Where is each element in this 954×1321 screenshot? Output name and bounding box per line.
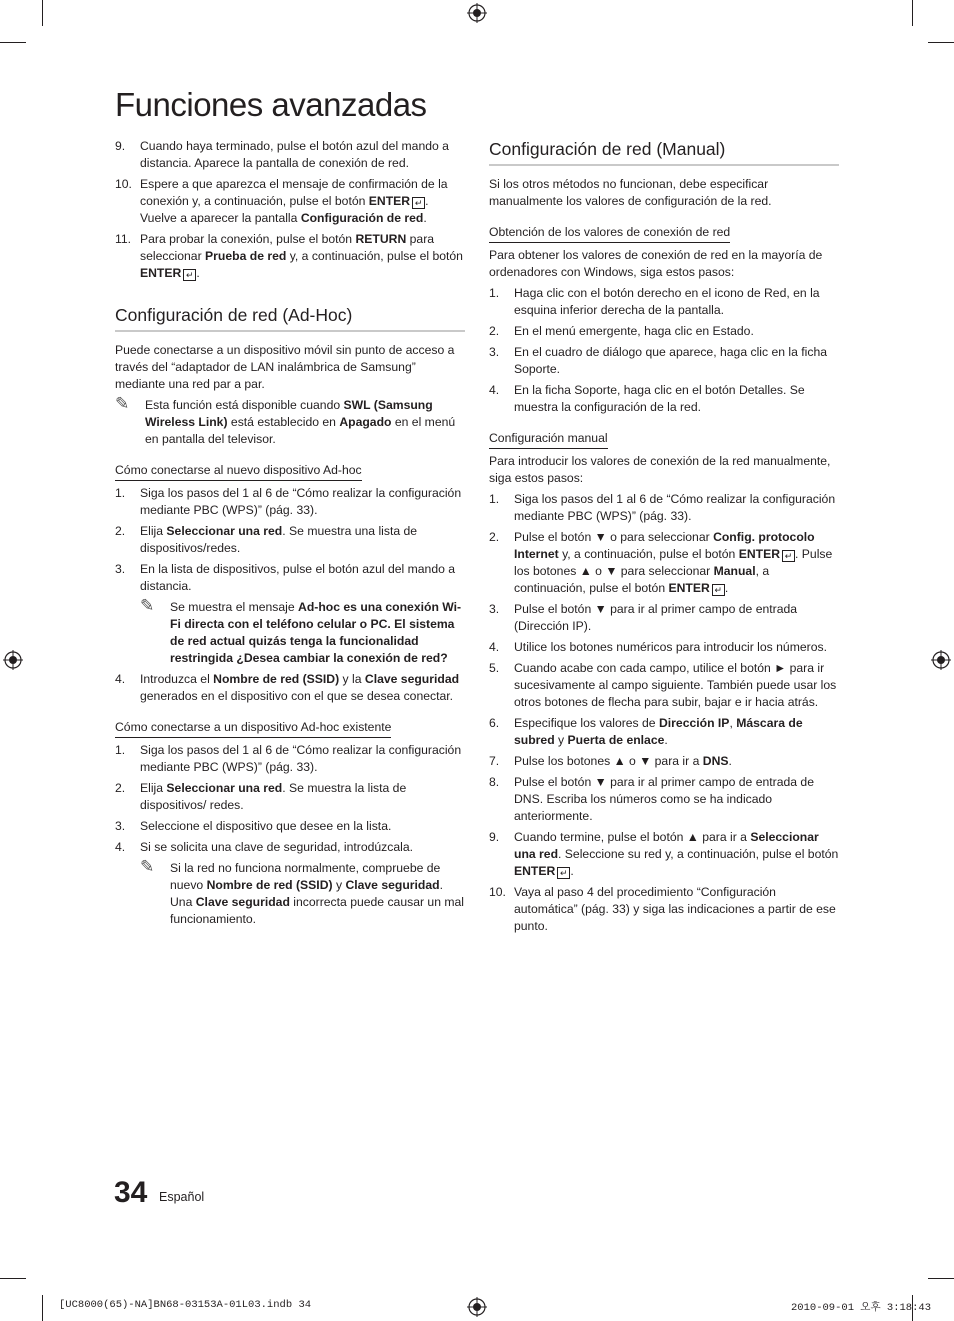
list-item-text: Cuando haya terminado, pulse el botón azul del mando a distancia. Aparece la pantalla de conexión de red. xyxy=(140,139,449,170)
list-item xyxy=(489,715,839,749)
list-item xyxy=(115,523,465,557)
list-item xyxy=(489,529,839,597)
list-item-number: 1. xyxy=(489,286,500,300)
list-item-number: 4. xyxy=(115,672,126,686)
list-item-number: 10. xyxy=(489,885,506,899)
obtain-values-subheading: Obtención de los valores de conexión de red xyxy=(489,224,730,243)
list-item-text: Espere a que aparezca el mensaje de confirmación de la conexión y, a continuación, pulse el botón ENTER ↵ . Vuelve a aparecer la pantalla Configuración de red. xyxy=(140,177,448,225)
crop-mark xyxy=(0,42,26,43)
obtain-values-intro: Para obtener los valores de conexión de red en la mayoría de ordenadores con Windows, siga estos pasos: xyxy=(489,248,823,279)
manual-config-subheading: Configuración manual xyxy=(489,430,608,449)
list-item xyxy=(115,671,465,705)
enter-icon: ↵ xyxy=(712,584,725,596)
manual-section-heading: Configuración de red (Manual) xyxy=(489,138,839,166)
existing-device-steps-list xyxy=(115,742,465,928)
list-item-text: Siga los pasos del 1 al 6 de “Cómo realizar la configuración mediante PBC (WPS)” (pág. 33). xyxy=(140,743,462,774)
list-item-number: 6. xyxy=(489,716,500,730)
crop-mark xyxy=(912,0,913,26)
list-item xyxy=(489,323,839,340)
list-item-text: Cuando termine, pulse el botón ▲ para ir a Seleccionar una red. Seleccione su red y, a continuación, pulse el botón ENTER ↵ . xyxy=(514,830,839,878)
list-item-number: 4. xyxy=(115,840,126,854)
list-item-number: 1. xyxy=(489,492,500,506)
list-item-note xyxy=(140,857,465,928)
crop-mark xyxy=(0,1278,26,1279)
list-item-number: 3. xyxy=(489,345,500,359)
list-item-number: 11. xyxy=(115,232,132,246)
list-item xyxy=(489,774,839,825)
list-item-text: Seleccione el dispositivo que desee en la lista. xyxy=(140,819,392,833)
obtain-values-steps-list xyxy=(489,285,839,416)
manual-config-intro: Para introducir los valores de conexión de la red manualmente, siga estos pasos: xyxy=(489,454,831,485)
list-item-text: Vaya al paso 4 del procedimiento “Configuración automática” (pág. 33) y siga las indicaciones a partir de ese punto. xyxy=(514,885,836,933)
list-item-number: 10. xyxy=(115,177,132,191)
list-item xyxy=(115,561,465,667)
list-item xyxy=(115,176,465,227)
manual-intro-text: Si los otros métodos no funcionan, debe especificar manualmente los valores de configuración de la red. xyxy=(489,177,772,208)
new-device-steps-list xyxy=(115,485,465,705)
list-item-number: 2. xyxy=(489,530,500,544)
list-item-number: 1. xyxy=(115,743,126,757)
pencil-note-icon: ✎ xyxy=(140,596,155,615)
list-item-text: Pulse el botón ▼ para ir al primer campo de entrada (Dirección IP). xyxy=(514,602,798,633)
enter-icon: ↵ xyxy=(557,867,570,879)
list-item-text: Especifique los valores de Dirección IP, Máscara de subred y Puerta de enlace. xyxy=(514,716,803,747)
footer-datetime: 2010-09-01 오후 3:18:43 xyxy=(791,1302,932,1314)
crop-mark xyxy=(42,1295,43,1321)
list-item-number: 2. xyxy=(115,524,126,538)
existing-device-subheading: Cómo conectarse a un dispositivo Ad-hoc existente xyxy=(115,719,391,738)
registration-mark-icon xyxy=(467,3,487,23)
adhoc-section-heading: Configuración de red (Ad-Hoc) xyxy=(115,304,465,332)
crop-mark xyxy=(928,1278,954,1279)
list-item xyxy=(115,818,465,835)
adhoc-note-text: Esta función está disponible cuando SWL (Samsung Wireless Link) está establecido en Apagado en el menú en pantalla del televisor. xyxy=(145,398,456,446)
list-item-text: Para probar la conexión, pulse el botón RETURN para seleccionar Prueba de red y, a continuación, pulse el botón ENTER ↵ . xyxy=(140,232,463,280)
list-item-text: Pulse el botón ▼ o para seleccionar Config. protocolo Internet y, a continuación, pulse el botón ENTER ↵ . Pulse los botones ▲ o ▼ para seleccionar Manual, a continuación, pulse el botón ENTER ↵ . xyxy=(514,530,833,595)
list-item-text: Si se solicita una clave de seguridad, introdúzcala. xyxy=(140,840,414,854)
list-item xyxy=(115,742,465,776)
list-item xyxy=(115,138,465,172)
crop-mark xyxy=(42,0,43,26)
enter-icon: ↵ xyxy=(412,197,425,209)
list-item-number: 7. xyxy=(489,754,500,768)
list-item xyxy=(489,344,839,378)
list-item xyxy=(115,839,465,928)
list-item-text: Siga los pasos del 1 al 6 de “Cómo realizar la configuración mediante PBC (WPS)” (pág. 33). xyxy=(140,486,462,517)
list-item-text: Pulse el botón ▼ para ir al primer campo de entrada de DNS. Escriba los números como se ha indicado anteriormente. xyxy=(514,775,814,823)
list-item-number: 3. xyxy=(115,562,126,576)
list-item-note-text: Si la red no funciona normalmente, compruebe de nuevo Nombre de red (SSID) y Clave seguridad. Una Clave seguridad incorrecta puede causar un mal funcionamiento. xyxy=(170,861,465,926)
list-item-number: 8. xyxy=(489,775,500,789)
list-item-text: Siga los pasos del 1 al 6 de “Cómo realizar la configuración mediante PBC (WPS)” (pág. 33). xyxy=(514,492,836,523)
list-item-number: 5. xyxy=(489,661,500,675)
enter-icon: ↵ xyxy=(782,550,795,562)
list-item xyxy=(489,382,839,416)
page-title: Funciones avanzadas xyxy=(115,86,427,123)
adhoc-note xyxy=(115,394,465,448)
new-device-subheading: Cómo conectarse al nuevo dispositivo Ad-hoc xyxy=(115,462,362,481)
list-item xyxy=(115,231,465,282)
right-column xyxy=(489,138,839,939)
list-item-text: Haga clic con el botón derecho en el icono de Red, en la esquina inferior derecha de la pantalla. xyxy=(514,286,820,317)
list-item-number: 3. xyxy=(115,819,126,833)
enter-icon: ↵ xyxy=(183,269,196,281)
list-item-text: En el cuadro de diálogo que aparece, haga clic en la ficha Soporte. xyxy=(514,345,828,376)
list-item-text: Elija Seleccionar una red. Se muestra una lista de dispositivos/redes. xyxy=(140,524,418,555)
list-item-text: Pulse los botones ▲ o ▼ para ir a DNS. xyxy=(514,754,732,768)
manual-config-steps-list xyxy=(489,491,839,935)
list-item xyxy=(489,884,839,935)
list-item-note xyxy=(140,596,465,667)
page-number: 34 xyxy=(114,1176,148,1209)
registration-mark-icon xyxy=(931,650,951,670)
list-item-text: Cuando acabe con cada campo, utilice el botón ► para ir sucesivamente al campo siguiente. También puede usar los otros botones de flecha para subir, bajar e ir hacia atrás. xyxy=(514,661,837,709)
list-item-number: 3. xyxy=(489,602,500,616)
list-item xyxy=(489,639,839,656)
registration-mark-icon xyxy=(467,1297,487,1317)
list-item-number: 9. xyxy=(489,830,500,844)
page-language: Español xyxy=(159,1190,205,1204)
left-column xyxy=(115,138,465,932)
list-item-text: Utilice los botones numéricos para introducir los números. xyxy=(514,640,827,654)
crop-mark xyxy=(928,42,954,43)
list-item-note-text: Se muestra el mensaje Ad-hoc es una conexión Wi-Fi directa con el teléfono celular o PC. El sistema de red actual quizás tenga la funcionalidad restringida ¿Desea cambiar la conexión de red? xyxy=(170,600,462,665)
list-item-text: En el menú emergente, haga clic en Estado. xyxy=(514,324,754,338)
list-item-text: En la lista de dispositivos, pulse el botón azul del mando a distancia. xyxy=(140,562,456,593)
pencil-note-icon: ✎ xyxy=(140,857,155,876)
list-item-text: Elija Seleccionar una red. Se muestra la lista de dispositivos/ redes. xyxy=(140,781,407,812)
list-item xyxy=(489,285,839,319)
list-item-number: 2. xyxy=(489,324,500,338)
list-item-number: 1. xyxy=(115,486,126,500)
adhoc-intro-text: Puede conectarse a un dispositivo móvil sin punto de acceso a través del “adaptador de LAN inalámbrica de Samsung” mediante una red par a par. xyxy=(115,343,455,391)
list-item xyxy=(489,491,839,525)
list-item-text: Introduzca el Nombre de red (SSID) y la Clave seguridad generados en el dispositivo con el que se desea conectar. xyxy=(140,672,460,703)
list-item xyxy=(489,829,839,880)
list-item xyxy=(489,753,839,770)
list-item xyxy=(115,780,465,814)
registration-mark-icon xyxy=(3,650,23,670)
pencil-note-icon: ✎ xyxy=(115,394,130,413)
list-item xyxy=(489,601,839,635)
list-item-number: 9. xyxy=(115,139,126,153)
continued-steps-list xyxy=(115,138,465,282)
list-item-text: En la ficha Soporte, haga clic en el botón Detalles. Se muestra la configuración de la red. xyxy=(514,383,805,414)
list-item xyxy=(489,660,839,711)
footer-file-info: [UC8000(65)-NA]BN68-03153A-01L03.indb 34 xyxy=(59,1299,312,1311)
list-item xyxy=(115,485,465,519)
list-item-number: 2. xyxy=(115,781,126,795)
list-item-number: 4. xyxy=(489,640,500,654)
list-item-number: 4. xyxy=(489,383,500,397)
